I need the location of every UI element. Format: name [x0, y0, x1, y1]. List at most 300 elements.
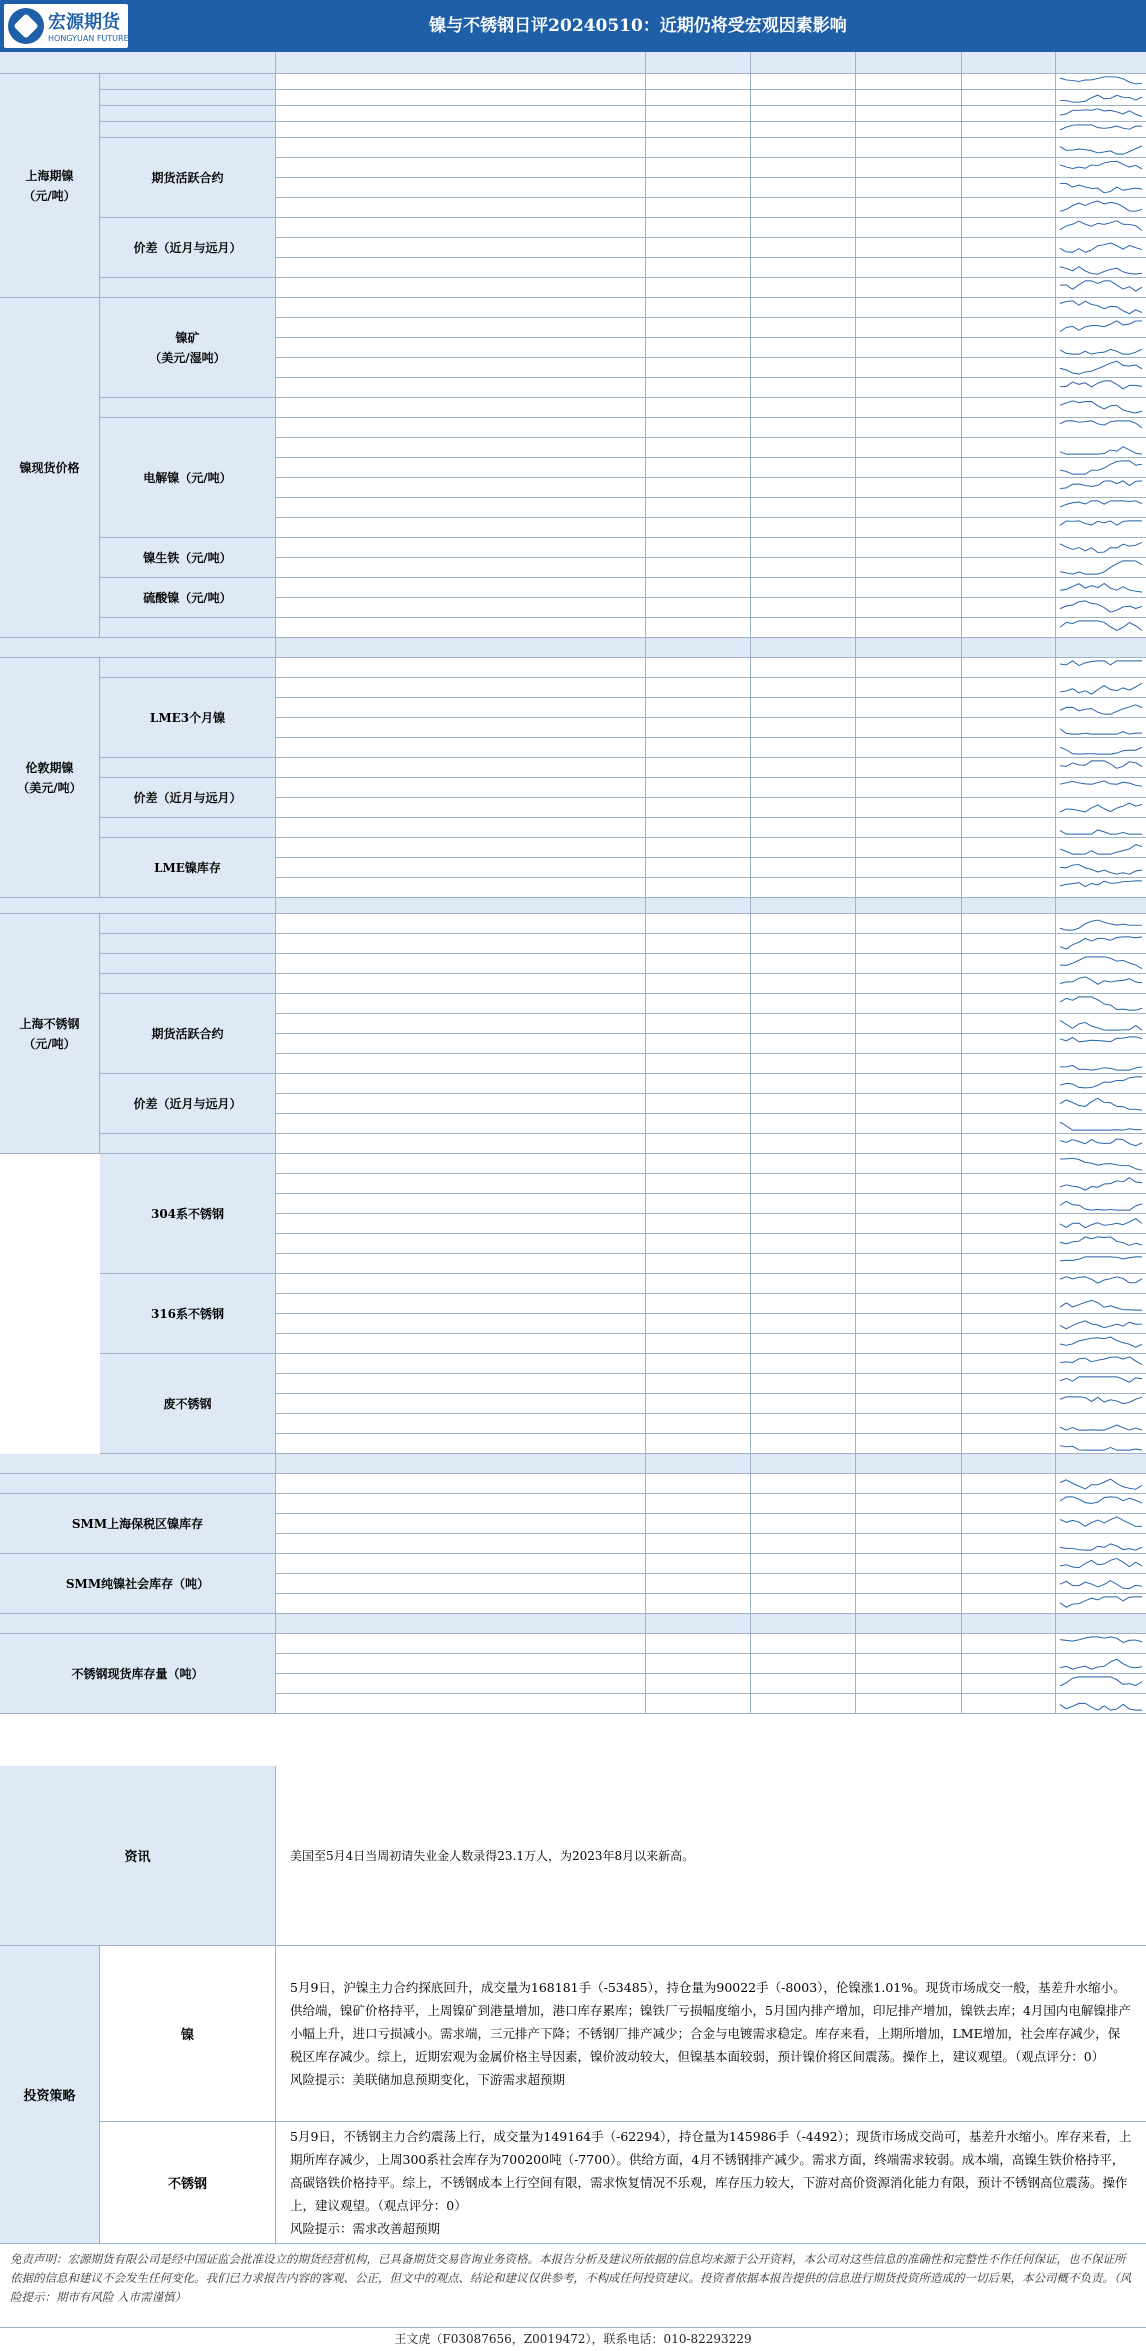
value-cell	[856, 538, 962, 558]
value-cell	[856, 954, 962, 974]
header-blank-cell	[0, 638, 276, 658]
value-cell	[856, 558, 962, 578]
value-cell	[646, 1494, 751, 1514]
row-label	[276, 258, 646, 278]
change-cell	[962, 218, 1056, 238]
trend-sparkline	[1056, 438, 1146, 458]
row-label	[276, 318, 646, 338]
table-row	[0, 954, 1146, 974]
row-label	[276, 1574, 646, 1594]
trend-sparkline	[1056, 122, 1146, 138]
value-cell	[646, 1354, 751, 1374]
value-cell	[856, 1034, 962, 1054]
row-label	[276, 1114, 646, 1134]
value-cell	[751, 1654, 856, 1674]
trend-sparkline	[1056, 838, 1146, 858]
trend-sparkline	[1056, 1414, 1146, 1434]
trend-sparkline	[1056, 1514, 1146, 1534]
change-cell	[962, 758, 1056, 778]
change-cell	[962, 518, 1056, 538]
change-cell	[962, 158, 1056, 178]
news-section	[0, 1766, 1146, 1946]
trend-sparkline	[1056, 74, 1146, 90]
value-cell	[751, 378, 856, 398]
section-label: 伦敦期镍 （美元/吨）	[0, 658, 100, 898]
header-blank-cell	[0, 1614, 276, 1634]
value-cell	[856, 1114, 962, 1134]
value-cell	[646, 1094, 751, 1114]
row-label	[276, 52, 646, 74]
value-cell	[646, 338, 751, 358]
subsection-label: 硫酸镍（元/吨）	[100, 578, 276, 618]
row-label	[276, 1434, 646, 1454]
value-cell	[856, 1654, 962, 1674]
value-cell	[751, 90, 856, 106]
value-cell	[646, 1654, 751, 1674]
value-cell	[856, 838, 962, 858]
row-label	[276, 1234, 646, 1254]
row-group-label	[100, 74, 276, 90]
row-label	[276, 178, 646, 198]
row-label	[276, 1094, 646, 1114]
inventory-label: SMM纯镍社会库存（吨）	[0, 1554, 276, 1614]
row-label	[276, 1214, 646, 1234]
value-cell	[856, 1134, 962, 1154]
trend-sparkline	[1056, 658, 1146, 678]
row-label	[276, 1134, 646, 1154]
value-cell	[646, 258, 751, 278]
row-label	[276, 718, 646, 738]
change-cell	[962, 398, 1056, 418]
row-group-label	[100, 398, 276, 418]
row-label	[276, 498, 646, 518]
change-cell	[962, 1514, 1056, 1534]
change-cell	[962, 1594, 1056, 1614]
change-cell	[962, 1654, 1056, 1674]
row-label	[276, 1054, 646, 1074]
value-cell	[751, 1294, 856, 1314]
subsection-label: LME3个月镍	[100, 678, 276, 758]
logo-text: 宏源期货	[48, 12, 120, 33]
value-cell	[646, 1474, 751, 1494]
subsection-label: 期货活跃合约	[100, 994, 276, 1074]
change-header	[962, 638, 1056, 658]
trend-sparkline	[1056, 758, 1146, 778]
value-cell	[751, 1194, 856, 1214]
row-group-label	[100, 934, 276, 954]
value-cell	[646, 158, 751, 178]
change-cell	[962, 858, 1056, 878]
change-header	[962, 1454, 1056, 1474]
header-blank-cell	[0, 1454, 276, 1474]
row-group-label	[100, 758, 276, 778]
value-cell	[856, 1554, 962, 1574]
trend-sparkline	[1056, 954, 1146, 974]
change-cell	[962, 1354, 1056, 1374]
value-cell	[856, 778, 962, 798]
value-cell	[646, 558, 751, 578]
value-cell	[646, 378, 751, 398]
trend-sparkline	[1056, 1174, 1146, 1194]
row-label	[276, 1554, 646, 1574]
value-cell	[856, 518, 962, 538]
value-cell	[856, 1394, 962, 1414]
value-cell	[751, 1254, 856, 1274]
value-cell	[856, 398, 962, 418]
value-cell	[856, 1674, 962, 1694]
strategy-label: 投资策略	[0, 1946, 100, 2244]
value-cell	[751, 1354, 856, 1374]
trend-sparkline	[1056, 90, 1146, 106]
value-cell	[751, 1314, 856, 1334]
trend-sparkline	[1056, 258, 1146, 278]
row-label	[276, 758, 646, 778]
change-cell	[962, 698, 1056, 718]
row-label	[276, 698, 646, 718]
change-cell	[962, 438, 1056, 458]
value-cell	[646, 1334, 751, 1354]
trend-sparkline	[1056, 1654, 1146, 1674]
value-cell	[646, 1194, 751, 1214]
row-label	[276, 558, 646, 578]
value-cell	[751, 498, 856, 518]
change-cell	[962, 1074, 1056, 1094]
row-label	[276, 198, 646, 218]
trend-header	[1056, 898, 1146, 914]
row-label	[276, 598, 646, 618]
value-cell	[751, 1334, 856, 1354]
value-cell	[751, 798, 856, 818]
value-cell	[856, 298, 962, 318]
change-cell	[962, 1194, 1056, 1214]
value-cell	[751, 74, 856, 90]
row-label	[276, 1594, 646, 1614]
row-label	[276, 1614, 646, 1634]
trend-header	[1056, 1614, 1146, 1634]
table-row	[0, 658, 1146, 678]
value-cell	[856, 1314, 962, 1334]
row-label	[276, 994, 646, 1014]
change-cell	[962, 1674, 1056, 1694]
value-cell	[856, 478, 962, 498]
row-label	[276, 74, 646, 90]
row-label	[276, 678, 646, 698]
value-cell	[751, 1214, 856, 1234]
trend-sparkline	[1056, 398, 1146, 418]
logo-icon	[8, 8, 44, 44]
value-cell	[751, 578, 856, 598]
value-cell	[856, 1054, 962, 1074]
change-cell	[962, 974, 1056, 994]
trend-sparkline	[1056, 418, 1146, 438]
change-cell	[962, 1334, 1056, 1354]
trend-sparkline	[1056, 1114, 1146, 1134]
value-cell	[646, 106, 751, 122]
value-cell	[751, 1134, 856, 1154]
value-cell	[856, 638, 962, 658]
row-label	[276, 358, 646, 378]
value-cell	[646, 1074, 751, 1094]
value-cell	[856, 1174, 962, 1194]
value-cell	[751, 1394, 856, 1414]
change-cell	[962, 1494, 1056, 1514]
row-label	[276, 158, 646, 178]
value-cell	[856, 658, 962, 678]
row-label	[276, 438, 646, 458]
value-cell	[646, 458, 751, 478]
row-group-label	[100, 278, 276, 298]
row-label	[276, 1374, 646, 1394]
trend-sparkline	[1056, 1474, 1146, 1494]
value-cell	[751, 178, 856, 198]
row-label	[276, 1454, 646, 1474]
value-cell	[856, 618, 962, 638]
value-cell	[646, 1294, 751, 1314]
value-cell	[646, 974, 751, 994]
value-cell	[751, 1474, 856, 1494]
value-cell	[646, 1014, 751, 1034]
trend-sparkline	[1056, 994, 1146, 1014]
change-cell	[962, 106, 1056, 122]
value-cell	[856, 698, 962, 718]
value-cell	[856, 598, 962, 618]
table-header-row	[0, 1614, 1146, 1634]
value-cell	[856, 1694, 962, 1714]
value-cell	[856, 258, 962, 278]
change-cell	[962, 678, 1056, 698]
value-cell	[751, 1074, 856, 1094]
trend-sparkline	[1056, 1274, 1146, 1294]
row-label	[276, 1394, 646, 1414]
change-header	[962, 898, 1056, 914]
change-cell	[962, 90, 1056, 106]
trend-sparkline	[1056, 478, 1146, 498]
value-cell	[751, 1374, 856, 1394]
value-cell	[646, 1314, 751, 1334]
trend-sparkline	[1056, 158, 1146, 178]
value-cell	[646, 1694, 751, 1714]
change-cell	[962, 122, 1056, 138]
change-cell	[962, 318, 1056, 338]
row-label	[276, 398, 646, 418]
trend-sparkline	[1056, 1594, 1146, 1614]
table-header-row	[0, 898, 1146, 914]
value-cell	[646, 238, 751, 258]
value-cell	[751, 418, 856, 438]
change-cell	[962, 1214, 1056, 1234]
value-cell	[751, 106, 856, 122]
value-cell	[751, 338, 856, 358]
trend-sparkline	[1056, 538, 1146, 558]
change-cell	[962, 1414, 1056, 1434]
change-header	[962, 52, 1056, 74]
value-cell	[856, 1574, 962, 1594]
value-cell	[646, 318, 751, 338]
change-cell	[962, 418, 1056, 438]
row-label	[276, 90, 646, 106]
change-cell	[962, 74, 1056, 90]
value-cell	[646, 638, 751, 658]
change-cell	[962, 658, 1056, 678]
row-group-label	[100, 1134, 276, 1154]
value-cell	[856, 818, 962, 838]
value-cell	[751, 718, 856, 738]
value-cell	[646, 138, 751, 158]
trend-sparkline	[1056, 498, 1146, 518]
value-cell	[646, 898, 751, 914]
value-cell	[751, 934, 856, 954]
trend-sparkline	[1056, 1294, 1146, 1314]
value-cell	[646, 1134, 751, 1154]
logo-subtext: HONGYUAN FUTURES	[48, 34, 134, 43]
change-cell	[962, 1294, 1056, 1314]
table-row	[0, 106, 1146, 122]
value-cell	[751, 1274, 856, 1294]
value-cell	[751, 1414, 856, 1434]
subsection-label: 期货活跃合约	[100, 138, 276, 218]
value-cell	[751, 1634, 856, 1654]
value-cell	[856, 1634, 962, 1654]
report-header	[0, 0, 1146, 52]
value-cell	[751, 238, 856, 258]
trend-sparkline	[1056, 1374, 1146, 1394]
trend-sparkline	[1056, 698, 1146, 718]
subsection-label: LME镍库存	[100, 838, 276, 898]
value-cell	[646, 398, 751, 418]
value-cell	[856, 1514, 962, 1534]
trend-sparkline	[1056, 798, 1146, 818]
trend-sparkline	[1056, 518, 1146, 538]
row-label	[276, 858, 646, 878]
trend-sparkline	[1056, 218, 1146, 238]
value-cell	[751, 1454, 856, 1474]
subsection-label: 镍矿 （美元/湿吨）	[100, 298, 276, 398]
trend-sparkline	[1056, 1074, 1146, 1094]
trend-sparkline	[1056, 338, 1146, 358]
trend-sparkline	[1056, 858, 1146, 878]
change-cell	[962, 1174, 1056, 1194]
table-row	[0, 122, 1146, 138]
change-cell	[962, 1274, 1056, 1294]
value-cell	[856, 74, 962, 90]
value-cell	[856, 418, 962, 438]
subsection-label: 316系不锈钢	[100, 1274, 276, 1354]
change-cell	[962, 258, 1056, 278]
value-cell	[751, 558, 856, 578]
value-cell	[751, 1494, 856, 1514]
row-label	[276, 106, 646, 122]
change-cell	[962, 558, 1056, 578]
value-cell	[646, 358, 751, 378]
value-cell	[751, 878, 856, 898]
value-cell	[646, 52, 751, 74]
value-cell	[646, 758, 751, 778]
change-cell	[962, 914, 1056, 934]
value-cell	[751, 158, 856, 178]
value-cell	[646, 1114, 751, 1134]
value-cell	[856, 914, 962, 934]
value-cell	[856, 1154, 962, 1174]
value-cell	[646, 1414, 751, 1434]
row-group-label	[0, 1474, 276, 1494]
table-header-row	[0, 638, 1146, 658]
value-cell	[856, 1294, 962, 1314]
value-cell	[856, 158, 962, 178]
value-cell	[751, 1434, 856, 1454]
value-cell	[856, 1194, 962, 1214]
trend-sparkline	[1056, 378, 1146, 398]
value-cell	[856, 898, 962, 914]
value-cell	[856, 1374, 962, 1394]
trend-sparkline	[1056, 318, 1146, 338]
trend-sparkline	[1056, 678, 1146, 698]
value-cell	[751, 858, 856, 878]
value-cell	[751, 1154, 856, 1174]
value-cell	[751, 438, 856, 458]
value-cell	[646, 1534, 751, 1554]
value-cell	[646, 298, 751, 318]
section-label: 上海期镍 （元/吨）	[0, 74, 100, 298]
subsection-label: 电解镍（元/吨）	[100, 418, 276, 538]
value-cell	[856, 974, 962, 994]
row-label	[276, 778, 646, 798]
table-row	[0, 90, 1146, 106]
change-cell	[962, 1234, 1056, 1254]
value-cell	[751, 778, 856, 798]
trend-sparkline	[1056, 1154, 1146, 1174]
row-group-label	[100, 90, 276, 106]
value-cell	[751, 198, 856, 218]
trend-sparkline	[1056, 1254, 1146, 1274]
value-cell	[751, 478, 856, 498]
row-label	[276, 1274, 646, 1294]
value-cell	[646, 1454, 751, 1474]
value-cell	[751, 1054, 856, 1074]
strategy-nickel-label: 镍	[100, 1946, 276, 2122]
report-title: 镍与不锈钢日评20240510：近期仍将受宏观因素影响	[429, 16, 847, 36]
section-label: 镍现货价格	[0, 298, 100, 638]
change-cell	[962, 198, 1056, 218]
subsection-label: 价差（近月与远月）	[100, 1074, 276, 1134]
value-cell	[856, 438, 962, 458]
value-cell	[646, 878, 751, 898]
trend-sparkline	[1056, 1314, 1146, 1334]
value-cell	[856, 122, 962, 138]
value-cell	[646, 518, 751, 538]
row-label	[276, 1474, 646, 1494]
row-label	[276, 518, 646, 538]
subsection-label: 废不锈钢	[100, 1354, 276, 1454]
value-cell	[856, 1234, 962, 1254]
trend-header	[1056, 638, 1146, 658]
row-label	[276, 838, 646, 858]
value-cell	[751, 758, 856, 778]
footer-contact: 王文虎（F03087656，Z0019472），联系电话：010-82293229	[394, 2332, 752, 2346]
row-label	[276, 478, 646, 498]
trend-sparkline	[1056, 106, 1146, 122]
trend-sparkline	[1056, 278, 1146, 298]
change-cell	[962, 798, 1056, 818]
value-cell	[646, 698, 751, 718]
value-cell	[646, 1434, 751, 1454]
row-label	[276, 1534, 646, 1554]
trend-sparkline	[1056, 1094, 1146, 1114]
value-cell	[646, 858, 751, 878]
value-cell	[856, 178, 962, 198]
value-cell	[646, 838, 751, 858]
value-cell	[646, 934, 751, 954]
value-cell	[646, 1214, 751, 1234]
